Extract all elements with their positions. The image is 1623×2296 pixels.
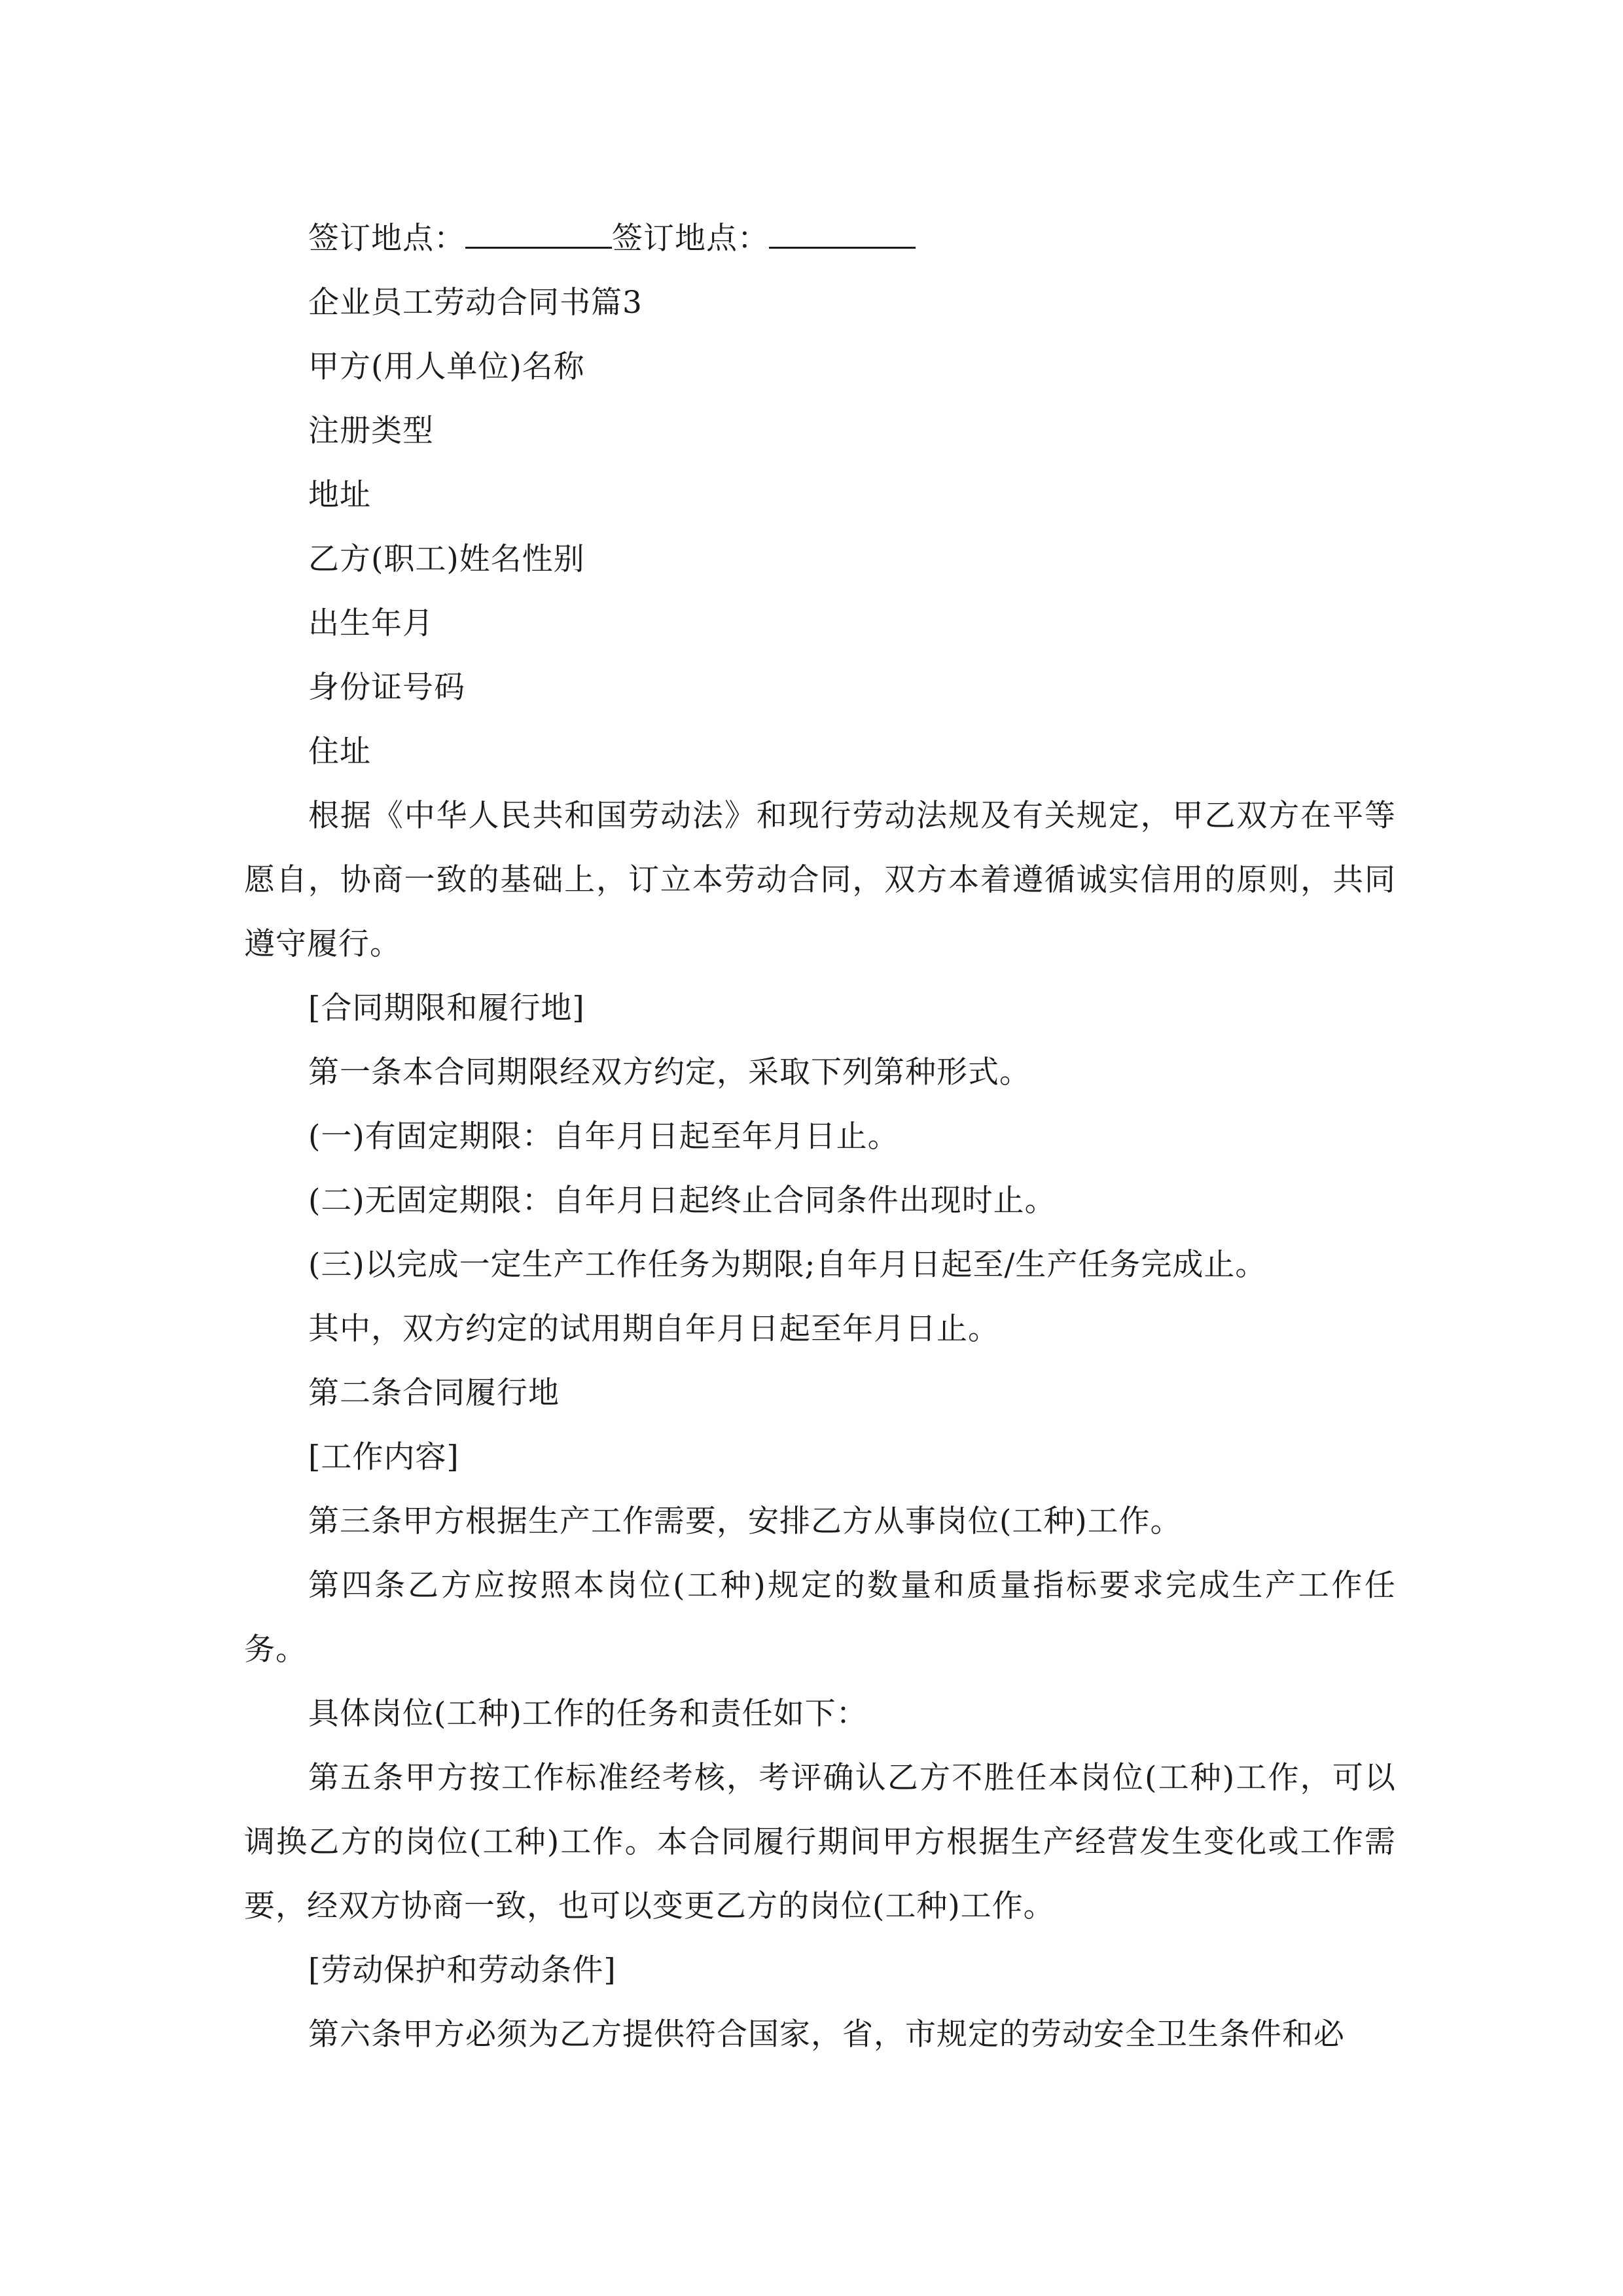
article-2: 第二条合同履行地 [308,1375,560,1411]
field-registration-type: 注册类型 [308,413,434,449]
term-option-task: (三)以完成一定生产工作任务为期限;自年月日起至/生产任务完成止。 [308,1247,1267,1283]
signing-location-blank-2 [769,213,916,249]
article-4: 第四条乙方应按照本岗位(工种)规定的数量和质量指标要求完成生产工作任务。 [244,1568,1396,1668]
signing-location-blank [465,213,612,249]
signing-location-line [244,207,1396,271]
field-birth-date: 出生年月 [308,605,434,641]
field-id-number: 身份证号码 [308,670,465,706]
section-heading-protection: [劳动保护和劳动条件] [308,1952,616,1988]
article-6: 第六条甲方必须为乙方提供符合国家，省，市规定的劳动安全卫生条件和必 [308,2017,1345,2053]
duties-line: 具体岗位(工种)工作的任务和责任如下： [308,1696,868,1732]
signing-location-label: 签订地点： [308,221,465,257]
section-heading-term: [合同期限和履行地] [308,990,585,1026]
preamble-paragraph: 根据《中华人民共和国劳动法》和现行劳动法规及有关规定，甲乙双方在平等愿自，协商一致的基础上，订立本劳动合同，双方本着遵循诚实信用的原则，共同遵守履行。 [244,798,1396,962]
document-title: 企业员工劳动合同书篇3 [308,285,643,321]
signing-location-label-2: 签订地点： [612,221,769,257]
article-3: 第三条甲方根据生产工作需要，安排乙方从事岗位(工种)工作。 [308,1503,1182,1539]
article-5: 第五条甲方按工作标准经考核，考评确认乙方不胜任本岗位(工种)工作，可以调换乙方的岗位(工种)工作。本合同履行期间甲方根据生产经营发生变化或工作需要，经双方协商一致，也可以变更乙方的岗位(工种)工作。 [244,1760,1396,1924]
field-address: 地址 [308,477,371,513]
term-option-open: (二)无固定期限：自年月日起终止合同条件出现时止。 [308,1183,1056,1219]
section-heading-work: [工作内容] [308,1439,459,1475]
field-residence: 住址 [308,734,371,770]
term-option-fixed: (一)有固定期限：自年月日起至年月日止。 [308,1119,899,1155]
field-employee-name-gender: 乙方(职工)姓名性别 [308,541,585,577]
field-employer-name: 甲方(用人单位)名称 [308,349,585,385]
probation-period: 其中，双方约定的试用期自年月日起至年月日止。 [308,1311,999,1347]
article-1: 第一条本合同期限经双方约定，采取下列第种形式。 [308,1054,1031,1090]
document-body [244,207,1396,2067]
